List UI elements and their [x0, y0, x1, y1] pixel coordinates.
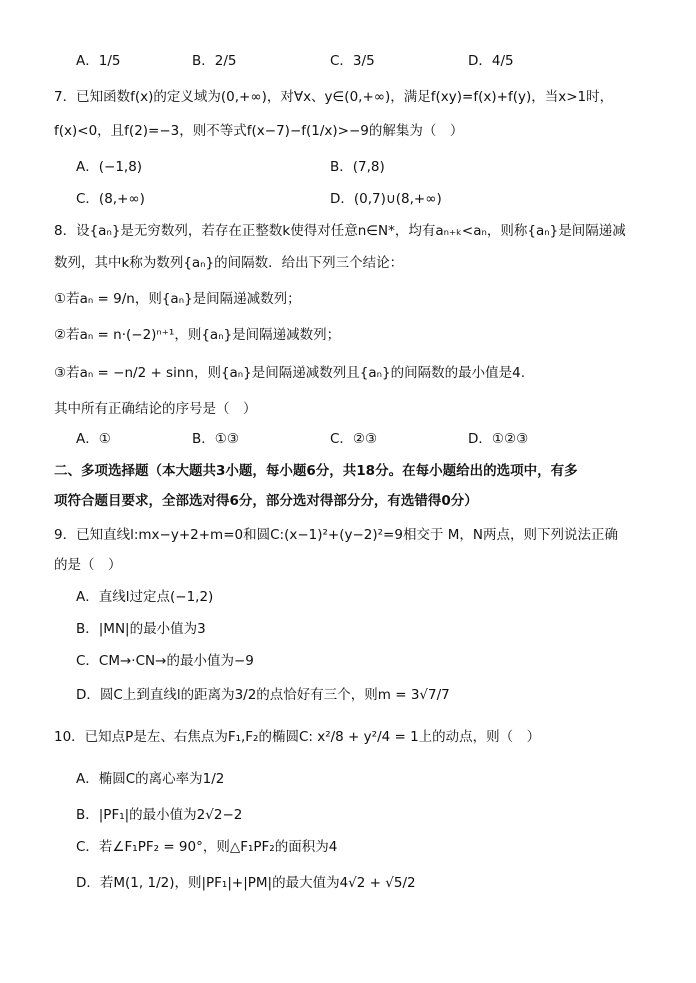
q8-stem-line2: 数列，其中k称为数列{aₙ}的间隔数．给出下列三个结论：: [54, 255, 404, 271]
q7-option-d: D．(0,7)∪(8,+∞): [330, 191, 442, 207]
q8-question: 其中所有正确结论的序号是（ ）: [54, 401, 257, 417]
q6-option-c: C．3/5: [330, 53, 375, 69]
q10-stem: 10．已知点P是左、右焦点为F₁,F₂的椭圆C: x²/8 + y²/4 = 1上的动点，则（ ）: [54, 729, 541, 745]
q10-option-d: D．若M(1, 1/2)，则|PF₁|+|PM|的最大值为4√2 + √5/2: [76, 875, 416, 891]
q7-option-b: B．(7,8): [330, 159, 385, 175]
q9-option-d: D．圆C上到直线l的距离为3/2的点恰好有三个，则m = 3√7/7: [76, 687, 450, 703]
q9-option-b: B．|MN|的最小值为3: [76, 621, 206, 637]
q7-option-a: A．(−1,8): [76, 159, 143, 175]
q8-stem-line1: 8．设{aₙ}是无穷数列，若存在正整数k使得对任意n∈N*，均有aₙ₊ₖ<aₙ，则称{aₙ}是间隔递减: [54, 223, 626, 239]
q8-statement-1: ①若aₙ = 9/n，则{aₙ}是间隔递减数列；: [54, 291, 301, 307]
section-heading-line1: 二、多项选择题（本大题共3小题，每小题6分，共18分。在每小题给出的选项中，有多: [54, 463, 578, 479]
q8-option-c: C．②③: [330, 431, 378, 447]
q9-stem-line2: 的是（ ）: [54, 557, 122, 573]
q9-option-c: C．CM→·CN→的最小值为−9: [76, 653, 254, 669]
q8-statement-3: ③若aₙ = −n/2 + sinn，则{aₙ}是间隔递减数列且{aₙ}的间隔数的最小值是4.: [54, 365, 525, 381]
q10-option-c: C．若∠F₁PF₂ = 90°，则△F₁PF₂的面积为4: [76, 839, 338, 855]
q8-option-d: D．①②③: [468, 431, 529, 447]
q9-option-a: A．直线l过定点(−1,2): [76, 589, 214, 605]
q8-option-b: B．①③: [192, 431, 239, 447]
q6-option-d: D．4/5: [468, 53, 514, 69]
q10-option-b: B．|PF₁|的最小值为2√2−2: [76, 807, 243, 823]
q6-option-b: B．2/5: [192, 53, 237, 69]
q7-stem-line2: f(x)<0，且f(2)=−3，则不等式f(x−7)−f(1/x)>−9的解集为（ ）: [54, 123, 464, 139]
q10-option-a: A．椭圆C的离心率为1/2: [76, 771, 225, 787]
q8-statement-2: ②若aₙ = n·(−2)ⁿ⁺¹，则{aₙ}是间隔递减数列；: [54, 327, 341, 343]
q7-option-c: C．(8,+∞): [76, 191, 145, 207]
q9-stem-line1: 9．已知直线l:mx−y+2+m=0和圆C:(x−1)²+(y−2)²=9相交于 M，N两点，则下列说法正确: [54, 527, 618, 543]
q6-option-a: A．1/5: [76, 53, 121, 69]
section-heading-line2: 项符合题目要求，全部选对得6分，部分选对得部分分，有选错得0分）: [54, 493, 478, 509]
q7-stem-line1: 7．已知函数f(x)的定义域为(0,+∞)，对∀x、y∈(0,+∞)，满足f(xy)=f(x)+f(y)，当x>1时，: [54, 89, 614, 105]
q8-option-a: A．①: [76, 431, 111, 447]
